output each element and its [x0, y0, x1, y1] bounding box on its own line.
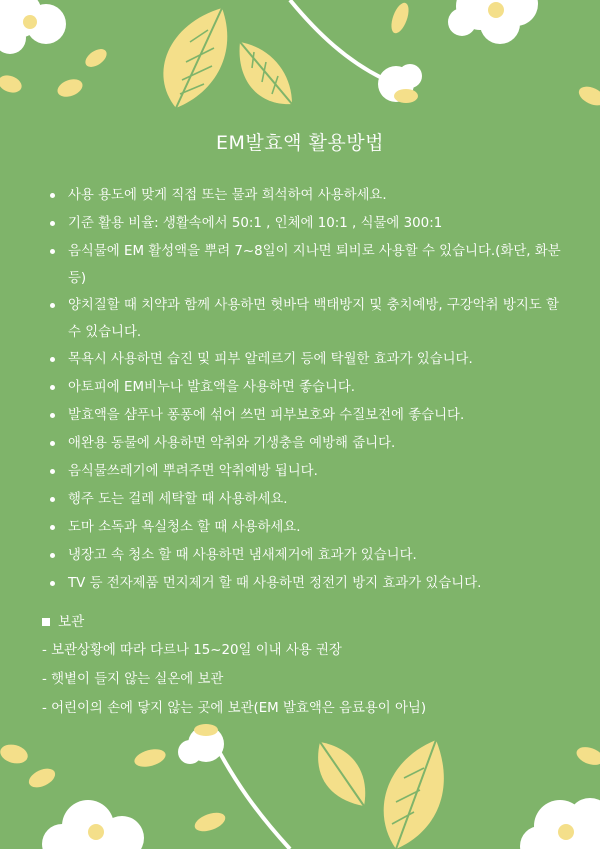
flower-icon: [42, 800, 144, 849]
flower-icon: [520, 798, 600, 849]
petal-icon: [574, 744, 600, 769]
list-item: 발효액을 샴푸나 퐁퐁에 섞어 쓰면 피부보호와 수질보전에 좋습니다.: [50, 402, 570, 430]
list-item: 목욕시 사용하면 습진 및 피부 알레르기 등에 탁월한 효과가 있습니다.: [50, 346, 570, 374]
petal-icon: [576, 83, 600, 109]
list-item: 아토피에 EM비누나 발효액을 사용하면 좋습니다.: [50, 374, 570, 402]
petal-icon: [132, 746, 167, 770]
list-item: 냉장고 속 청소 할 때 사용하면 냄새제거에 효과가 있습니다.: [50, 542, 570, 570]
usage-list: [50, 182, 570, 598]
storage-line: - 보관상황에 따라 다르나 15~20일 이내 사용 권장: [42, 643, 342, 658]
square-bullet-icon: [42, 618, 50, 626]
stem-icon: [290, 0, 386, 80]
leaf-icon: [240, 42, 292, 104]
petal-icon: [82, 45, 110, 70]
leaf-icon: [384, 740, 444, 849]
bud-icon: [178, 724, 224, 764]
list-item: 양치질할 때 치약과 함께 사용하면 혓바닥 백태방지 및 충치예방, 구강악취 방지도 할 수 있습니다.: [50, 292, 570, 346]
bud-icon: [378, 64, 422, 103]
storage-line: - 햇볕이 들지 않는 실온에 보관: [42, 672, 224, 687]
petal-icon: [55, 76, 85, 100]
list-item: 도마 소독과 욕실청소 할 때 사용하세요.: [50, 514, 570, 542]
storage-section: [42, 608, 572, 723]
list-item: 애완용 동물에 사용하면 악취와 기생충을 예방해 줍니다.: [50, 430, 570, 458]
page-title: EM발효액 활용방법: [216, 132, 384, 154]
storage-line: - 어린이의 손에 닿지 않는 곳에 보관(EM 발효액은 음료용이 아님): [42, 701, 427, 716]
list-item: 기준 활용 비율: 생활속에서 50:1 , 인체에 10:1 , 식물에 300:1: [50, 210, 570, 238]
storage-heading: [42, 608, 572, 636]
leaf-icon: [163, 8, 227, 108]
leaf-icon: [318, 742, 365, 806]
petal-icon: [26, 765, 58, 791]
list-item: 음식물쓰레기에 뿌려주면 악취예방 됩니다.: [50, 458, 570, 486]
list-item: 행주 도는 걸레 세탁할 때 사용하세요.: [50, 486, 570, 514]
flower-icon: [448, 0, 538, 44]
petal-icon: [388, 1, 412, 36]
stem-icon: [214, 742, 290, 849]
flower-icon: [0, 0, 66, 54]
list-item: 사용 용도에 맞게 직접 또는 물과 희석하여 사용하세요.: [50, 182, 570, 210]
storage-heading-label: 보관: [58, 614, 85, 630]
petal-icon: [0, 72, 24, 95]
petal-icon: [192, 809, 228, 835]
list-item: TV 등 전자제품 먼지제거 할 때 사용하면 정전기 방지 효과가 있습니다.: [50, 570, 570, 598]
petal-icon: [0, 742, 30, 767]
list-item: 음식물에 EM 활성액을 뿌려 7~8일이 지나면 퇴비로 사용할 수 있습니다.(화단, 화분 등): [50, 238, 570, 292]
